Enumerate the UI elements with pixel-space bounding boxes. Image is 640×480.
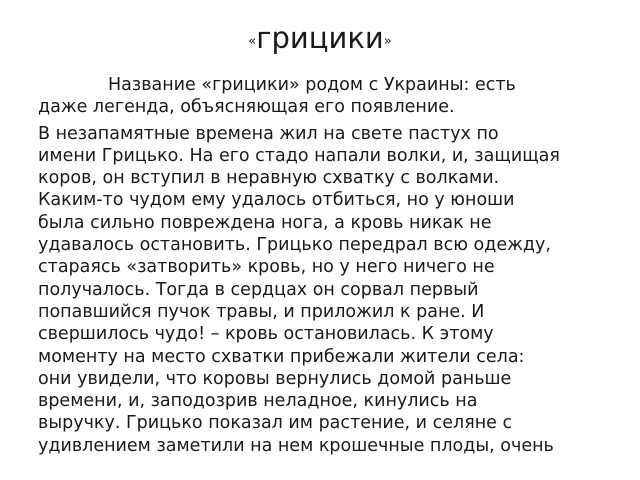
text-line: Название «грицики» родом с Украины: есть	[108, 75, 516, 95]
text-line: Каким-то чудом ему удалось отбиться, но у юноши	[38, 190, 515, 211]
title-close-quote: »	[383, 34, 392, 49]
text-line: времени, и, заподозрив неладное, кинулись на	[38, 391, 478, 412]
text-line: они увидели, что коровы вернулись домой раньше	[38, 368, 512, 389]
title-word: грицики	[256, 21, 384, 55]
legend-paragraph	[38, 123, 630, 457]
text-line: коров, он вступил в неравную схватку с волками.	[38, 168, 500, 189]
text-line: была сильно повреждена нога, а кровь никак не	[38, 212, 492, 233]
text-line: моменту на место схватки прибежали жители села:	[38, 346, 525, 367]
text-line: удавалось остановить. Грицько передрал всю одежду,	[38, 235, 551, 256]
text-line: получалось. Тогда в сердцах он сорвал первый	[38, 279, 479, 300]
text-line: даже легенда, объясняющая его появление.	[38, 97, 455, 118]
intro-paragraph	[38, 74, 630, 119]
title-open-quote: «	[248, 34, 257, 49]
text-line: стараясь «затворить» кровь, но у него ничего не	[38, 257, 495, 278]
text-line: имени Грицько. На его стадо напали волки, и, защищая	[38, 145, 560, 166]
slide-title	[0, 18, 640, 62]
text-line: удивлением заметили на нем крошечные плоды, очень	[38, 435, 554, 456]
text-line: попавшийся пучок травы, и приложил к ране. И	[38, 301, 485, 322]
text-line: В незапамятные времена жил на свете пастух по	[38, 123, 499, 144]
text-line: свершилось чудо! – кровь остановилась. К этому	[38, 324, 494, 345]
text-line: выручку. Грицько показал им растение, и селяне с	[38, 413, 513, 434]
slide-body	[38, 74, 630, 457]
